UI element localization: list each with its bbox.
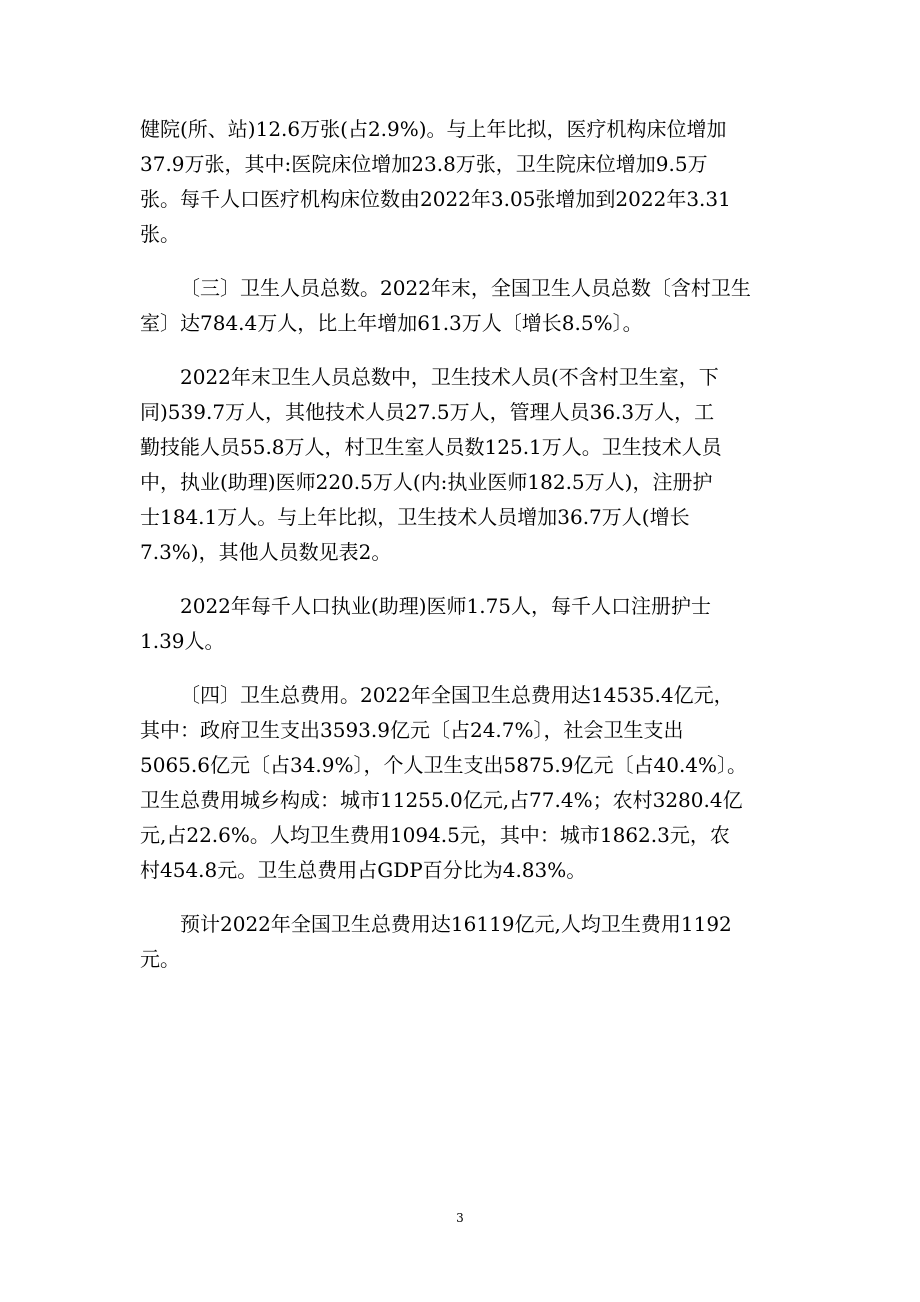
text-line: 5065.6亿元〔占34.9%〕，个人卫生支出5875.9亿元〔占40.4%〕。 xyxy=(140,753,748,777)
paragraph-expenditure-forecast xyxy=(140,907,790,977)
text-line: 村454.8元。卫生总费用占GDP百分比为4.83%。 xyxy=(140,858,587,882)
paragraph-total-health-expenditure xyxy=(140,678,790,888)
text-line: 元。 xyxy=(140,947,180,971)
text-line: 2022年每千人口执业(助理)医师1.75人，每千人口注册护士 xyxy=(180,594,712,618)
text-line: 中，执业(助理)医师220.5万人(内:执业医师182.5万人)，注册护 xyxy=(140,470,713,494)
text-line: 〔三〕卫生人员总数。2022年末，全国卫生人员总数〔含村卫生 xyxy=(180,276,751,300)
text-line: 健院(所、站)12.6万张(占2.9%)。与上年比拟，医疗机构床位增加 xyxy=(140,117,727,141)
text-line: 其中：政府卫生支出3593.9亿元〔占24.7%〕，社会卫生支出 xyxy=(140,718,684,742)
paragraph-per-thousand-ratios xyxy=(140,589,790,659)
text-line: 7.3%)，其他人员数见表2。 xyxy=(140,540,392,564)
paragraph-bed-count xyxy=(140,112,790,252)
document-body xyxy=(140,112,790,996)
text-line: 〔四〕卫生总费用。2022年全国卫生总费用达14535.4亿元， xyxy=(180,683,734,707)
text-line: 勤技能人员55.8万人，村卫生室人员数125.1万人。卫生技术人员 xyxy=(140,435,722,459)
page-number: 3 xyxy=(456,1211,464,1225)
paragraph-health-personnel-total xyxy=(140,271,790,341)
text-line: 37.9万张，其中:医院床位增加23.8万张，卫生院床位增加9.5万 xyxy=(140,152,708,176)
text-line: 张。每千人口医疗机构床位数由2022年3.05张增加到2022年3.31 xyxy=(140,187,731,211)
text-line: 室〕达784.4万人，比上年增加61.3万人〔增长8.5%〕。 xyxy=(140,311,643,335)
paragraph-personnel-breakdown xyxy=(140,360,790,570)
text-line: 卫生总费用城乡构成：城市11255.0亿元,占77.4%；农村3280.4亿 xyxy=(140,788,743,812)
text-line: 士184.1万人。与上年比拟，卫生技术人员增加36.7万人(增长 xyxy=(140,505,690,529)
text-line: 预计2022年全国卫生总费用达16119亿元,人均卫生费用1192 xyxy=(180,912,732,936)
text-line: 1.39人。 xyxy=(140,629,225,653)
text-line: 元,占22.6%。人均卫生费用1094.5元，其中：城市1862.3元，农 xyxy=(140,823,730,847)
text-line: 张。 xyxy=(140,222,180,246)
text-line: 同)539.7万人，其他技术人员27.5万人，管理人员36.3万人，工 xyxy=(140,400,715,424)
text-line: 2022年末卫生人员总数中，卫生技术人员(不含村卫生室，下 xyxy=(180,365,719,389)
